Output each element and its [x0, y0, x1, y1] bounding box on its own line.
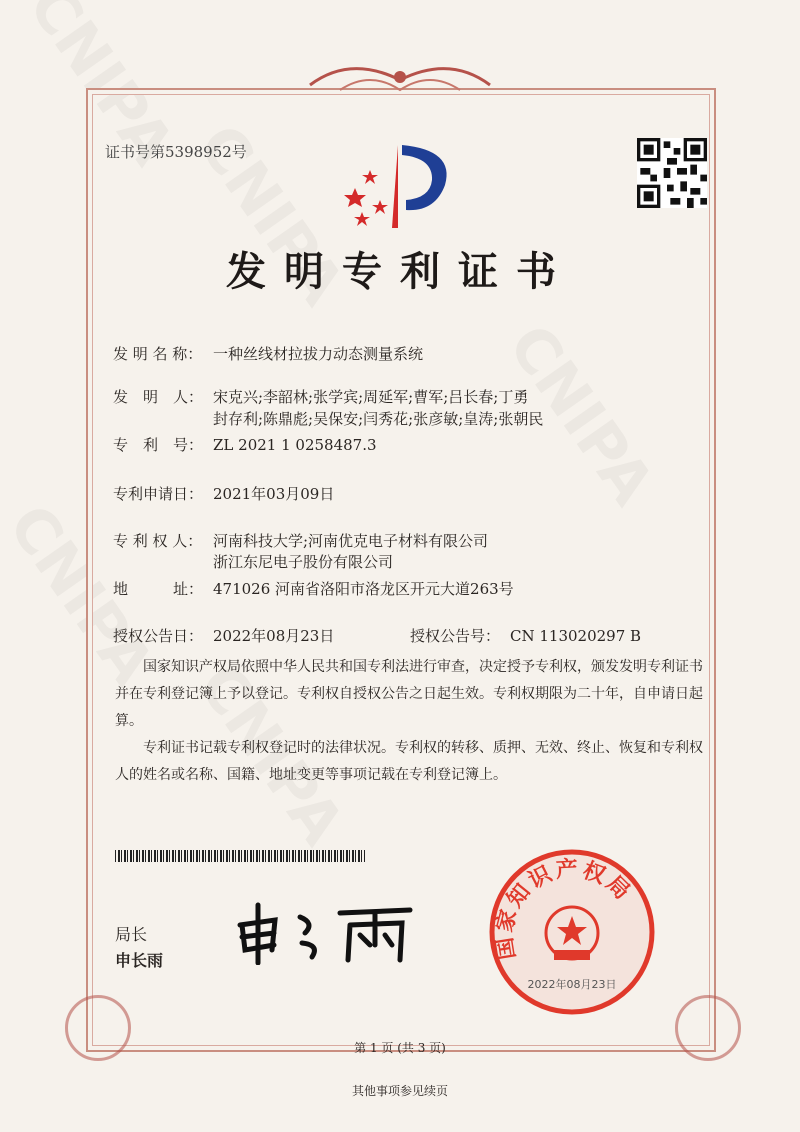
field-label: 发 明 名 称：	[113, 345, 203, 363]
application-date-value: 2021年03月09日	[213, 485, 335, 503]
invention-name-value: 一种丝线材拉拔力动态测量系统	[213, 345, 424, 363]
page-indicator: 第 1 页 (共 3 页)	[354, 1041, 446, 1055]
svg-text:2022年08月23日: 2022年08月23日	[527, 978, 617, 991]
patentee-row	[113, 530, 488, 551]
field-label: 专利申请日：	[113, 485, 204, 503]
statement-paragraph: 国家知识产权局依照中华人民共和国专利法进行审查，决定授予专利权，颁发发明专利证书并在专利登记簿上予以登记。专利权自授权公告之日起生效。专利权期限为二十年，自申请日起算。	[115, 659, 703, 729]
grant-number-row	[410, 625, 641, 646]
handwritten-signature-icon	[230, 895, 420, 965]
grant-number-value: CN 113020297 B	[510, 627, 642, 645]
field-label: 授权公告日：	[113, 627, 204, 645]
patentee-line: 河南科技大学;河南优克电子材料有限公司	[213, 532, 489, 550]
continuation-note: 其他事项参见续页	[351, 1084, 448, 1098]
page-title: 发明专利证书	[226, 248, 574, 295]
grant-date-value: 2022年08月23日	[213, 627, 335, 645]
qr-code-icon	[637, 138, 707, 208]
field-label: 专 利 权 人：	[113, 532, 203, 550]
cnipa-logo-icon	[340, 140, 460, 230]
invention-name-row	[113, 343, 423, 364]
inventors-line: 封存利;陈鼎彪;吴保安;闫秀花;张彦敏;皇涛;张朝民	[213, 410, 544, 428]
barcode-icon	[115, 850, 365, 862]
statement-paragraph: 专利证书记载专利权登记时的法律状况。专利权的转移、质押、无效、终止、恢复和专利权人的姓名或名称、国籍、地址变更等事项记载在专利登记簿上。	[115, 740, 703, 783]
address-row	[113, 578, 514, 599]
field-label: 地 址：	[113, 580, 204, 598]
inventors-line: 宋克兴;李韶林;张学宾;周延军;曹军;吕长春;丁勇	[213, 388, 529, 406]
svg-text:国家知识产权局: 国家知识产权局	[492, 856, 637, 962]
patent-number-value: ZL 2021 1 0258487.3	[213, 436, 377, 454]
certificate-number: 证书号第5398952号	[105, 143, 247, 161]
inventors-row	[113, 386, 528, 407]
official-seal-icon	[488, 848, 656, 1016]
signatory-name: 申长雨	[115, 951, 164, 970]
top-ornament-icon	[300, 55, 500, 100]
field-label: 专 利 号：	[113, 436, 204, 454]
field-label: 授权公告号：	[410, 627, 501, 645]
patent-number-row	[113, 434, 377, 455]
application-date-row	[113, 483, 334, 504]
field-label: 发 明 人：	[113, 388, 204, 406]
patentee-line: 浙江东尼电子股份有限公司	[213, 553, 394, 571]
address-value: 471026 河南省洛阳市洛龙区开元大道263号	[213, 580, 514, 598]
signatory-title: 局长	[115, 925, 148, 944]
grant-date-row	[113, 625, 334, 646]
